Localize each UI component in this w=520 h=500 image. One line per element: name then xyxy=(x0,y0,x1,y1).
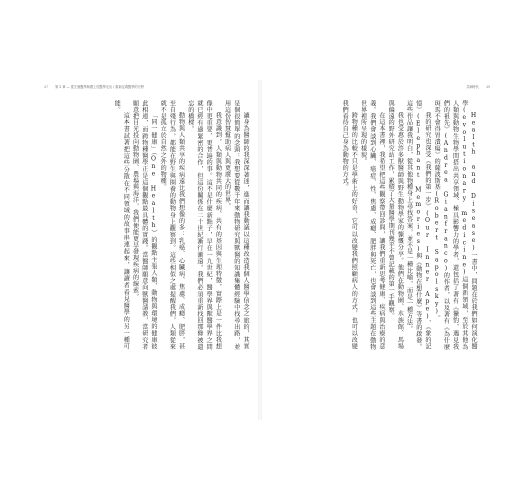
right-running-head: 共病時代 xyxy=(466,85,479,89)
right-running-header xyxy=(466,84,490,89)
right-paragraph: 我的研究也深受《我們的第一步》(Our Inner Ape)、《象的記憶》(Elephant Memories)與《動物在想什麼》等書的啟發。這些作品讓我明白，從其他物種身上尋找答案，並不是一種比喻，而是一種方法。 xyxy=(405,100,431,350)
right-paragraph: 在這本書裡，我希望把這些觀察帶回診間，讓我們重新思考健康、疾病與治療的意義。我們會談到心臟、癌症、性、焦慮、成癮、肥胖與死亡，也會談到這些主題在動物世界裡所呈現的樣貌。 xyxy=(359,100,385,350)
left-paragraph: 讓身為醫師的我深深著迷，進而讓我動議以這種改造我個人醫學信念之旅的，其實是個很簡單的念頭：我想要從數千年來動物研究與獸醫的知識集體經驗中找尋出路，並用這份智慧幫助病人與更廣大的世界。 xyxy=(223,100,249,350)
right-page xyxy=(260,0,520,500)
left-running-header xyxy=(44,84,144,89)
left-paragraph: 我意識到，人類與動物共同的疾病、共有的基因與生理特徵，實際上是一件比我想像中更重要、更普遍的事。這不是什麼新點子，早在一九世紀，醫學界與獸醫學界之間就已經有過緊密的合作，但這份關係在二十世紀漸行漸遠。我們必須重新找回那條被遺忘的橋樑。 xyxy=(186,100,222,350)
right-paragraph: 我也受惠於許多獸醫師與野生動物學家的慷慨分享。他們在動物園、水族館、馬場與偏遠的野外研究站工作，累積了大量醫學期刊幾乎不曾記載的第一手觀察。 xyxy=(387,100,404,350)
left-paragraph: 動物與人類共享的疾病遠比我們想像的多：乳癌、心臟病、焦慮、成癮、肥胖，甚至自殘行為，都能在野生與圈養的動物身上觀察到。這些相似之處提醒我們，人類從來就不是孤立於自然之外的物種。 xyxy=(159,100,185,350)
left-running-head: 第 2 章 — 從生殖醫學與禮上性醫學走出 / 重新定義醫學的分野 xyxy=(55,85,144,89)
right-page-number: 49 xyxy=(485,85,490,89)
left-paragraph: 「同一健康」（One Health）的觀點主張人類、動物與環境的健康彼此相連，而跨物種醫學正是這個觀點最具體的實踐。當醫師願意向獸醫請教，當研究者願意把目光投向動物園、農場與海洋，我們便能更早發現疾病的線索。 xyxy=(131,100,157,350)
right-paragraph: 跨物種的比較不只是學術上的好奇，它可以改變我們照顧病人的方式，也可以改變我們看待自己身為動物的方式。 xyxy=(341,100,358,350)
right-body-text xyxy=(272,100,478,350)
right-paragraph: Health and Disease)一書中，問題在於我們如何演化醫學(evolutionary medicine)這個新領域，至於其他為人類與動物生物學間搭出共享領域、極具影響力的學者，還包括了著有《獵豹，遇見我們的祖先》(Andrea Gianfranco)的作者，以及著有《為什麼斑馬不會得胃潰瘍》的薩波斯基(Robert Sapolsky)。 xyxy=(433,100,477,350)
left-paragraph: 這本書試著把這些分散在不同領域的故事串連起來，讓讀者看見醫學的另一種可能。 xyxy=(113,100,130,350)
left-page-number: 47 xyxy=(44,85,49,89)
left-body-text xyxy=(40,100,250,350)
